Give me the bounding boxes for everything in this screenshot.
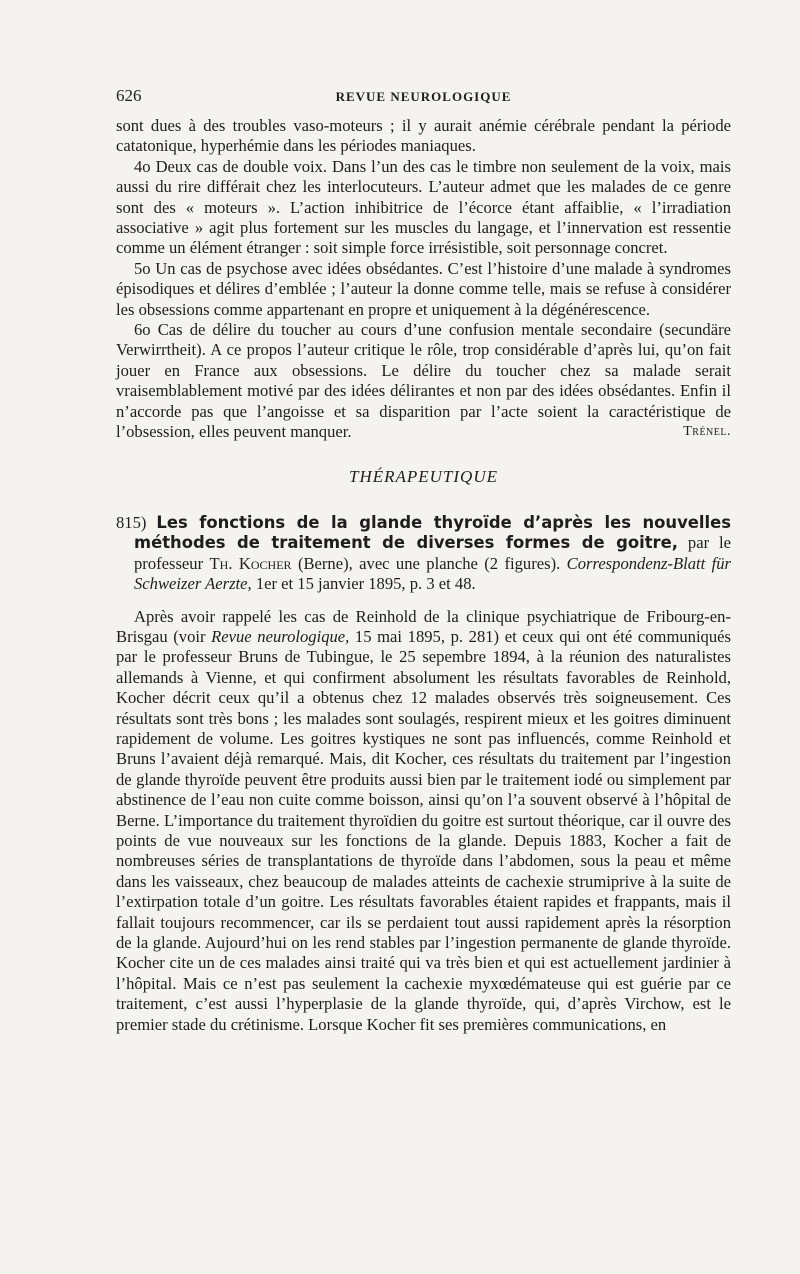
paragraph: 5o Un cas de psychose avec idées obsédantes. C’est l’histoire d’une malade à syndromes épisodiques et délires d’emblée ; l’auteur la donne comme telle, mais se refuse à considérer les obsessions comme appartenant en propre et uniquement à la dégénérescence.	[116, 258, 731, 319]
source-journal: Correspondenz-Blatt für Schweizer Aerzte,	[134, 553, 731, 594]
paragraph: sont dues à des troubles vaso-moteurs ; il y aurait anémie cérébrale pendant la période catatonique, hyperhémie dans les périodes maniaques.	[116, 116, 731, 156]
reviewer-signature: Trénel.	[683, 424, 731, 440]
page-number: 626	[116, 86, 142, 105]
article-heading	[116, 513, 731, 595]
byline-pre: par le professeur	[134, 533, 732, 573]
source-date: 1er et 15 janvier 1895, p. 3 et 48.	[255, 574, 476, 594]
paragraph	[116, 607, 731, 1036]
journal-reference: Revue neurologique,	[211, 626, 350, 646]
paragraph	[116, 320, 731, 442]
article-number: 815)	[116, 512, 147, 532]
paragraph-text: Après avoir rappelé les cas de Reinhold de la clinique psychiatrique de Fribourg-en-Brisgau (voir	[116, 606, 731, 646]
article-title: Les fonctions de la glande thyroïde d’après les nouvelles méthodes de traitement de diverses formes de goitre,	[134, 512, 731, 553]
section-title: THÉRAPEUTIQUE	[349, 466, 498, 486]
main-text	[116, 116, 731, 1035]
paragraph: 4o Deux cas de double voix. Dans l’un des cas le timbre non seulement de la voix, mais aussi du rire différait chez les interlocuteurs. L’auteur admet que les malades de ce genre sont des « moteurs ». L’action inhibitrice de l’écorce étant affaiblie, « l’irradiation associative » agit plus fortement sur les muscles du langage, et l’innervation est ressentie comme un élément étranger : soit simple force irrésistible, soit personnage concret.	[116, 156, 731, 258]
paragraph-text: 15 mai 1895, p. 281) et ceux qui ont été communiqués par le professeur Bruns de Tubingue, le 25 sepembre 1894, à la réunion des naturalistes allemands à Vienne, et qui confirment absolument les résultats favorables de Reinhold, Kocher décrit ceux qu’il a obtenus chez 12 malades observés très soigneusement. Ces résultats sont très bons ; les malades sont soulagés, respirent mieux et les goitres diminuent rapidement de volume. Les goitres kystiques ne sont pas influencés, comme Reinhold et Bruns l’avaient déjà remarqué. Mais, dit Kocher, ces résultats du traitement par l’ingestion de glande thyroïde peuvent être produits aussi bien par le traitement iodé ou simplement par abstinence de l’eau non cuite comme boisson, ainsi qu’on l’a souvent observé à l’hôpital de Berne. L’importance du traitement thyroïdien du goitre est surtout théorique, car il ouvre des points de vue nouveaux sur les fonctions de la glande. Depuis 1883, Kocher a fait de nombreuses séries de transplantations de thyroïde dans l’abdomen, sous la peau et même dans les vaisseaux, chez beaucoup de malades atteints de cachexie strumiprive à la suite de l’extirpation totale d’un goitre. Les résultats favorables étaient rapides et frappants, mais il fallait toujours recommencer, car ils se perdaient tout aussi rapidement après la résorption de la glande. Aujourd’hui on les rend stables par l’ingestion permanente de glande thyroïde. Kocher cite un de ces malades ainsi traité qui va très bien et qui est actuellement jardinier à l’hôpital. Mais ce n’est pas seulement la cachexie myxœdémateuse qui est guérie par ce traitement, c’est aussi l’hyperplasie de la glande thyroïde, qui, d’après Virchow, est le premier stade du crétinisme. Lorsque Kocher fit ses premières communications, en	[116, 626, 731, 1034]
paragraph-text: 6o Cas de délire du toucher au cours d’une confusion mentale secondaire (secundäre Verwirrtheit). A ce propos l’auteur critique le rôle, trop considérable d’après lui, qu’on fait jouer en France aux obsessions. Le délire du toucher chez sa malade serait vraisemblablement motivé par des idées délirantes et non par des idées obsédantes. Enfin il n’accorde pas que l’angoisse et sa disparition par l’acte soient la caractéristique de l’obsession, elles peuvent manquer.	[116, 320, 731, 442]
journal-title: REVUE NEUROLOGIQUE	[335, 89, 512, 104]
running-header	[116, 86, 731, 110]
article-author: Th. Kocher	[209, 553, 292, 573]
byline-post: (Berne), avec une planche (2 figures).	[297, 553, 561, 573]
